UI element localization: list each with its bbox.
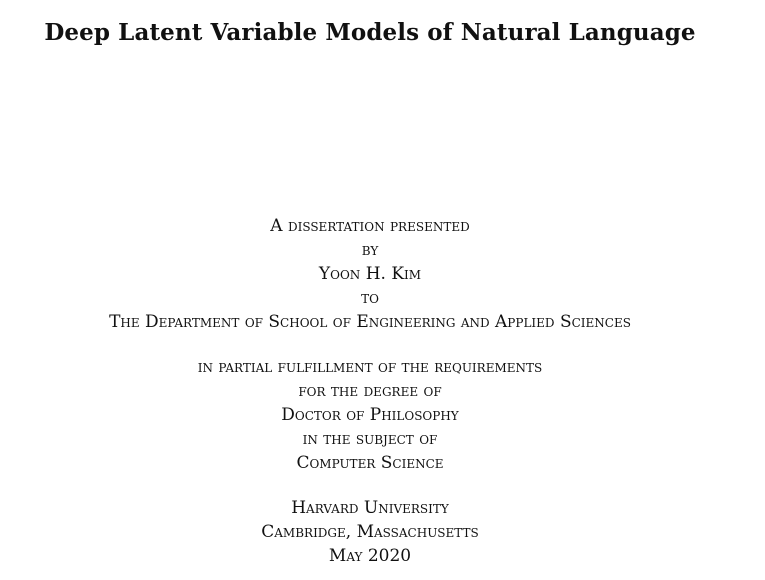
degree-intro-line: for the degree of: [298, 381, 442, 401]
presented-line: A dissertation presented: [270, 216, 470, 236]
by-line: by: [361, 240, 379, 260]
university-name: Harvard University: [291, 498, 449, 518]
degree-name: Doctor of Philosophy: [281, 405, 459, 425]
to-line: to: [361, 288, 379, 308]
date-line: May 2020: [328, 546, 412, 566]
subject-name: Computer Science: [296, 453, 444, 473]
dissertation-title: Deep Latent Variable Models of Natural Language: [44, 19, 696, 46]
fulfillment-line: in partial fulfillment of the requirements: [197, 357, 543, 377]
author-name: Yoon H. Kim: [318, 264, 422, 284]
department-name: The Department of School of Engineering and Applied Sciences: [109, 312, 631, 332]
subject-intro-line: in the subject of: [302, 429, 438, 449]
location-line: Cambridge, Massachusetts: [261, 522, 479, 542]
